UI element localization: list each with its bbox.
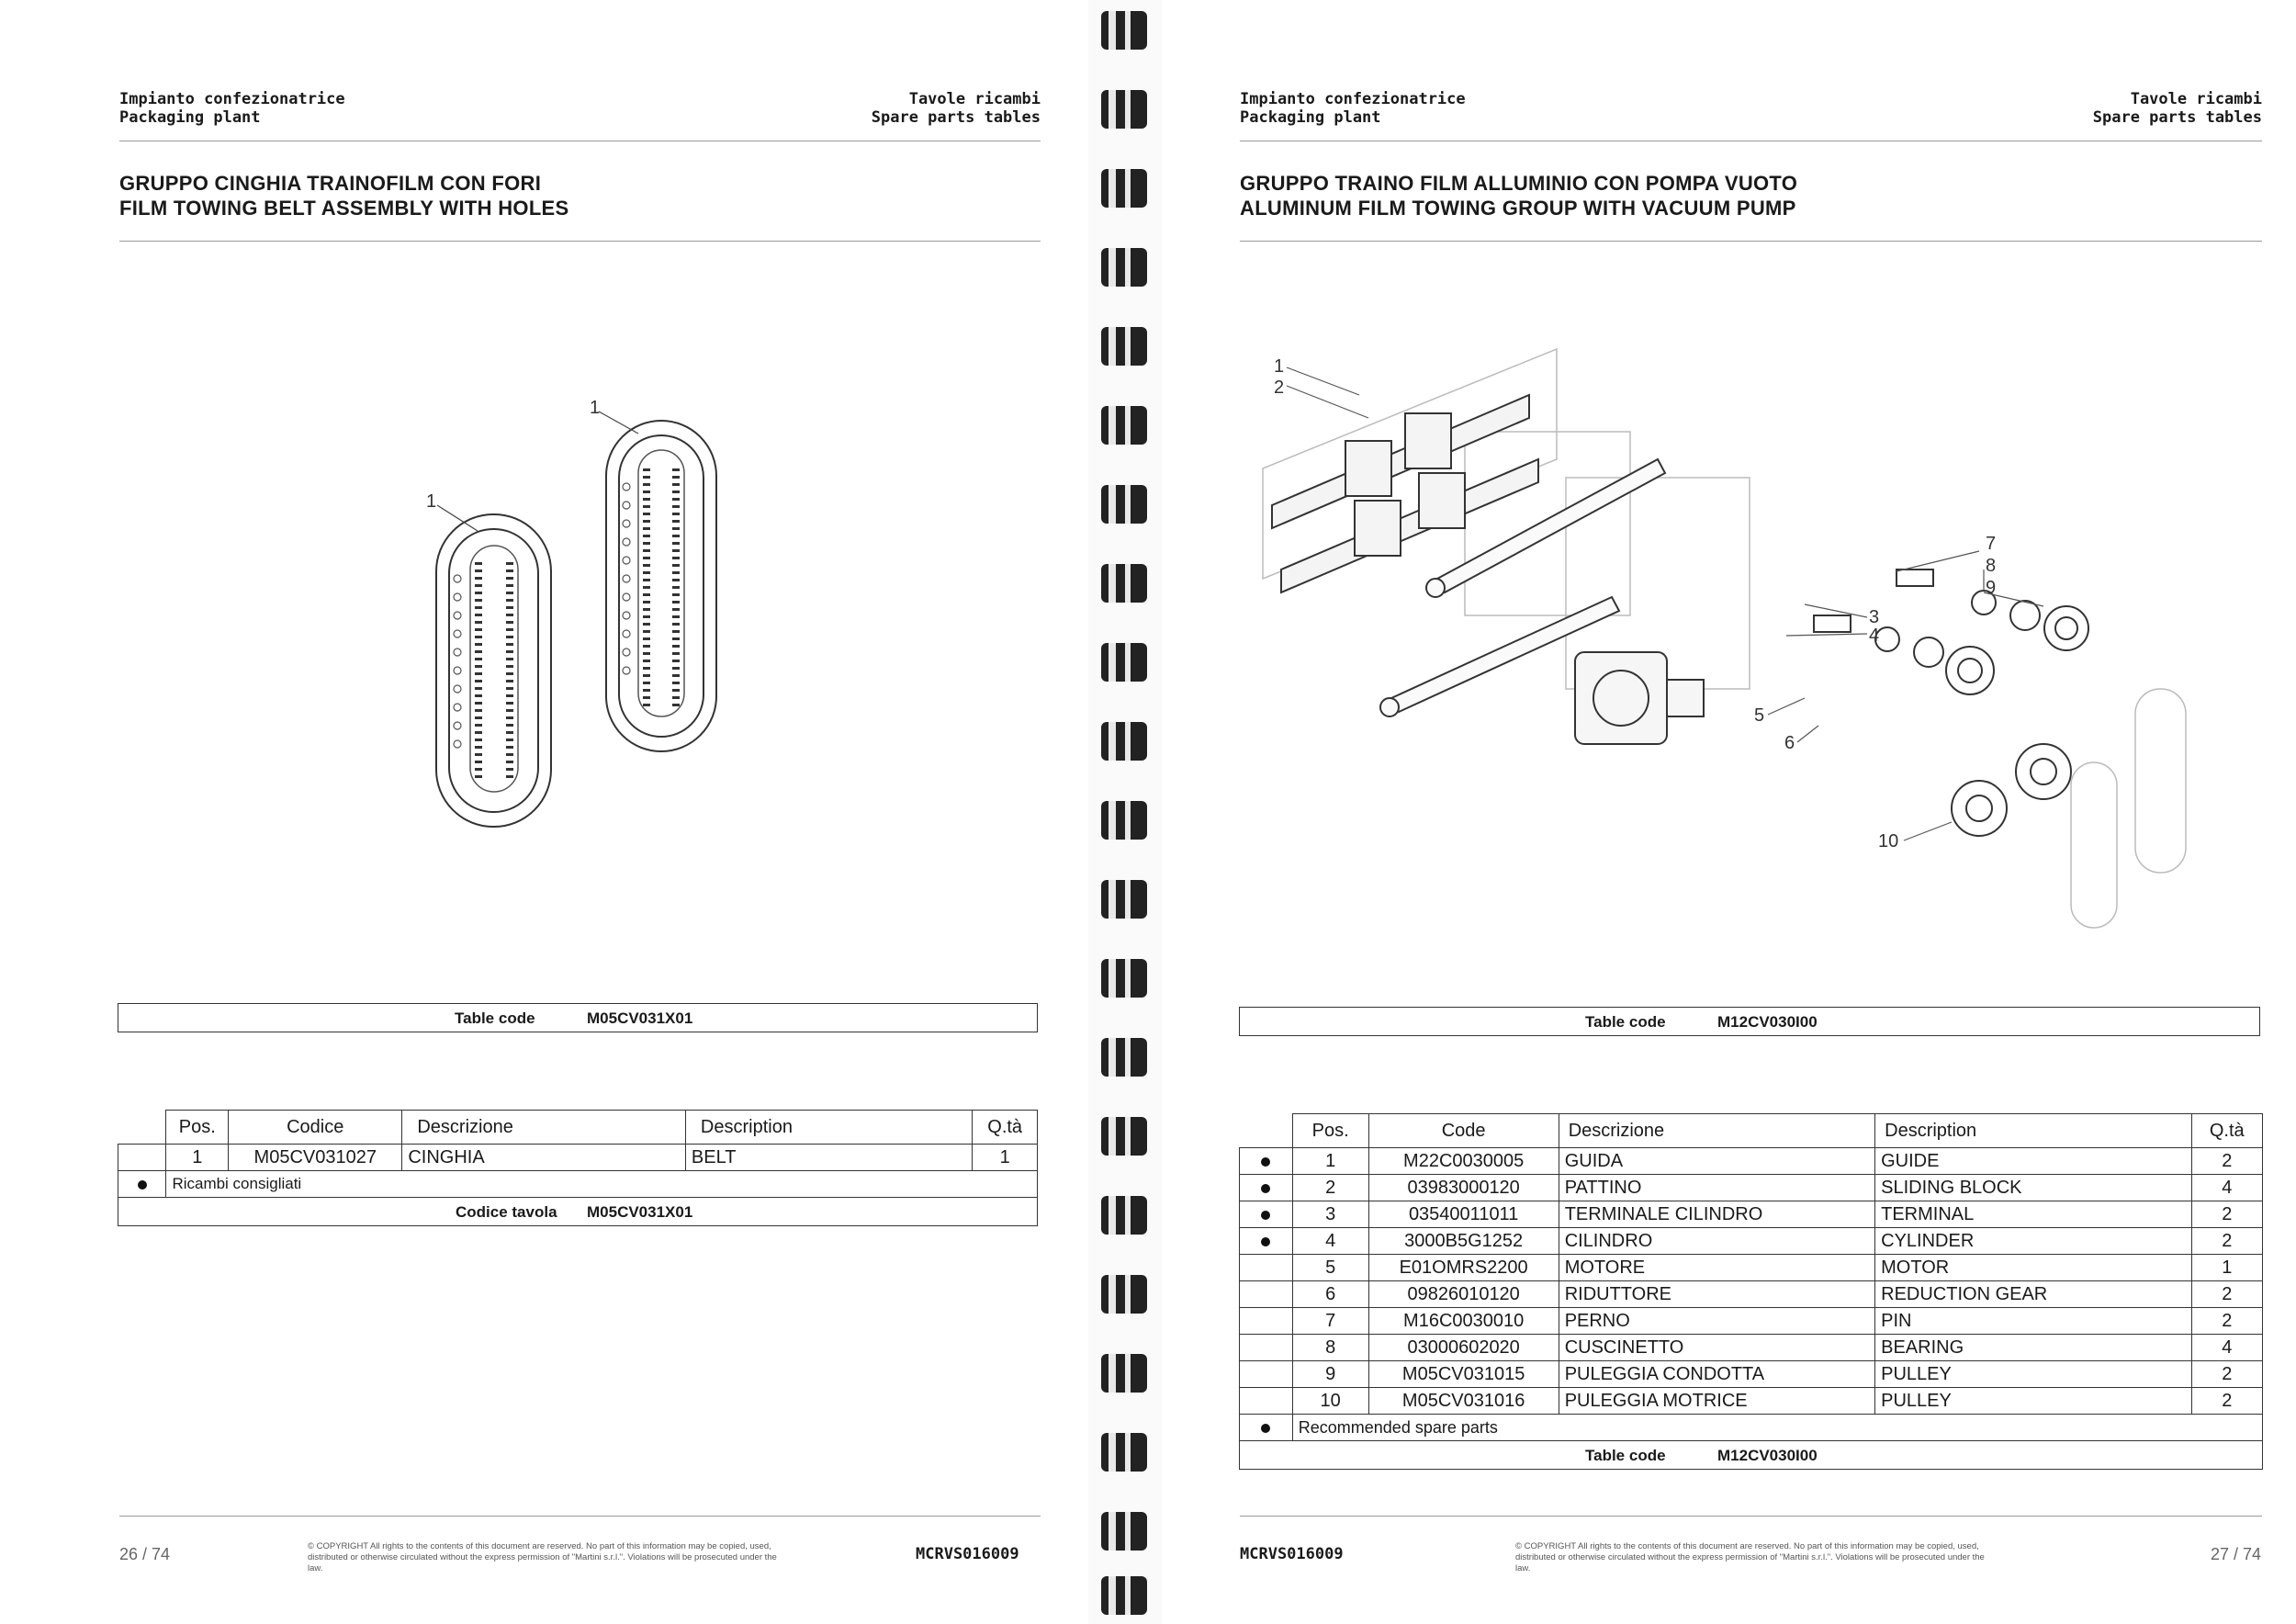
table-row xyxy=(1240,1148,2263,1175)
bullet-icon xyxy=(1261,1237,1270,1246)
column-header: Q.tà xyxy=(973,1111,1038,1145)
column-header: Pos. xyxy=(1292,1114,1368,1148)
header-line-it: Impianto confezionatrice xyxy=(119,90,345,108)
table-code-value: M12CV030I00 xyxy=(1717,1013,1818,1031)
footer-code-row xyxy=(118,1198,1038,1226)
callout-label: 8 xyxy=(1986,556,1997,576)
copyright-notice: © COPYRIGHT All rights to the contents of this document are reserved. No part of this information may be copied, used, distributed or otherwise circulated without the express permission of "Martini s.r.l.". Violations will be prosecuted under the law. xyxy=(308,1541,777,1573)
qty-cell: 2 xyxy=(2191,1201,2262,1228)
binding-ring xyxy=(1101,1196,1147,1235)
column-header: Description xyxy=(685,1111,972,1145)
descr-en-cell: BELT xyxy=(685,1145,972,1171)
recommended-cell xyxy=(1240,1228,1293,1255)
table-code-box xyxy=(1239,1007,2260,1036)
header-right xyxy=(2093,90,2262,127)
binding-ring xyxy=(1101,1275,1147,1314)
table-code-box xyxy=(118,1003,1038,1032)
pos-cell: 1 xyxy=(1292,1148,1368,1175)
recommended-cell xyxy=(1240,1148,1293,1175)
column-header: Descrizione xyxy=(402,1111,686,1145)
column-header: Pos. xyxy=(166,1111,229,1145)
header-right xyxy=(872,90,1041,127)
header-left xyxy=(119,90,345,127)
pos-cell: 9 xyxy=(1292,1361,1368,1388)
qty-cell: 2 xyxy=(2191,1228,2262,1255)
qty-cell: 2 xyxy=(2191,1148,2262,1175)
callout-label: 1 xyxy=(590,398,601,418)
spiral-binding xyxy=(1088,0,1162,1624)
descr-en-cell: REDUCTION GEAR xyxy=(1875,1281,2191,1308)
column-header: Code xyxy=(1368,1114,1559,1148)
qty-cell: 2 xyxy=(2191,1388,2262,1415)
footer-code-label: Codice tavola xyxy=(456,1203,557,1221)
qty-cell: 2 xyxy=(2191,1308,2262,1335)
right-page xyxy=(1162,0,2296,1624)
table-code-label: Table code xyxy=(1585,1013,1666,1031)
title-en: ALUMINUM FILM TOWING GROUP WITH VACUUM PUMP xyxy=(1240,197,1796,220)
header-line-en: Packaging plant xyxy=(119,108,261,127)
binding-ring xyxy=(1101,1433,1147,1472)
recommended-cell xyxy=(1240,1201,1293,1228)
binding-ring xyxy=(1101,564,1147,603)
document-code: MCRVS016009 xyxy=(1240,1545,1344,1563)
table-row xyxy=(1240,1255,2263,1281)
binding-ring xyxy=(1101,801,1147,840)
binding-ring xyxy=(1101,11,1147,50)
table-row xyxy=(1240,1201,2263,1228)
descr-en-cell: SLIDING BLOCK xyxy=(1875,1175,2191,1201)
table-row xyxy=(1240,1308,2263,1335)
footer-divider xyxy=(119,1516,1041,1517)
title-divider xyxy=(1240,241,2262,242)
descr-en-cell: MOTOR xyxy=(1875,1255,2191,1281)
code-cell: M22C0030005 xyxy=(1368,1148,1559,1175)
page-number: 26 / 74 xyxy=(119,1545,171,1563)
table-row xyxy=(1240,1175,2263,1201)
qty-cell: 1 xyxy=(2191,1255,2262,1281)
descr-it-cell: PULEGGIA MOTRICE xyxy=(1559,1388,1874,1415)
table-row xyxy=(1240,1335,2263,1361)
header-spacer xyxy=(1240,1114,1293,1148)
pulleys xyxy=(1952,744,2071,836)
descr-it-cell: CILINDRO xyxy=(1559,1228,1874,1255)
recommended-cell xyxy=(1240,1361,1293,1388)
header-line-it: Tavole ricambi xyxy=(908,90,1041,108)
copyright-notice: © COPYRIGHT All rights to the contents of this document are reserved. No part of this information may be copied, used, distributed or otherwise circulated without the express permission of "Martini s.r.l.". Violations will be prosecuted under the law. xyxy=(1515,1541,1985,1573)
binding-ring xyxy=(1101,1576,1147,1615)
callout-label: 6 xyxy=(1784,733,1795,753)
belt-back xyxy=(606,421,716,751)
header-line-en: Spare parts tables xyxy=(2092,108,2262,127)
descr-it-cell: TERMINALE CILINDRO xyxy=(1559,1201,1874,1228)
recommended-bullet-cell xyxy=(118,1171,166,1198)
descr-en-cell: PULLEY xyxy=(1875,1361,2191,1388)
table-row xyxy=(1240,1281,2263,1308)
table-row xyxy=(1240,1228,2263,1255)
recommended-cell xyxy=(1240,1255,1293,1281)
callout-label: 4 xyxy=(1869,626,1880,646)
page-title xyxy=(119,171,569,220)
header-line-it: Impianto confezionatrice xyxy=(1240,90,1466,108)
binding-ring xyxy=(1101,1117,1147,1156)
qty-cell: 1 xyxy=(973,1145,1038,1171)
recommended-cell xyxy=(1240,1308,1293,1335)
table-header-row xyxy=(118,1111,1038,1145)
bullet-icon xyxy=(1261,1184,1270,1193)
binding-ring xyxy=(1101,959,1147,998)
binding-ring xyxy=(1101,248,1147,287)
binding-ring xyxy=(1101,485,1147,524)
binding-ring xyxy=(1101,406,1147,445)
pos-cell: 6 xyxy=(1292,1281,1368,1308)
pos-cell: 2 xyxy=(1292,1175,1368,1201)
code-cell: 03000602020 xyxy=(1368,1335,1559,1361)
descr-en-cell: PIN xyxy=(1875,1308,2191,1335)
descr-it-cell: GUIDA xyxy=(1559,1148,1874,1175)
bullet-icon xyxy=(138,1180,147,1190)
callout-label: 10 xyxy=(1878,831,1899,851)
page-number: 27 / 74 xyxy=(2210,1545,2261,1563)
header-line-en: Packaging plant xyxy=(1240,108,1381,127)
binding-ring xyxy=(1101,327,1147,366)
code-cell: 03983000120 xyxy=(1368,1175,1559,1201)
binding-ring xyxy=(1101,1038,1147,1077)
recommended-cell xyxy=(1240,1175,1293,1201)
title-it: GRUPPO CINGHIA TRAINOFILM CON FORI xyxy=(119,172,542,195)
binding-ring xyxy=(1101,1354,1147,1393)
footer-code-cell xyxy=(118,1198,1038,1226)
title-en: FILM TOWING BELT ASSEMBLY WITH HOLES xyxy=(119,197,569,220)
left-page xyxy=(0,0,1088,1624)
recommended-row xyxy=(118,1171,1038,1198)
binding-ring xyxy=(1101,643,1147,682)
column-header: Descrizione xyxy=(1559,1114,1874,1148)
pos-cell: 10 xyxy=(1292,1388,1368,1415)
column-header: Description xyxy=(1875,1114,2191,1148)
bullet-icon xyxy=(1261,1211,1270,1220)
descr-it-cell: PULEGGIA CONDOTTA xyxy=(1559,1361,1874,1388)
header-line-it: Tavole ricambi xyxy=(2130,90,2262,108)
recommended-bullet-cell xyxy=(1240,1415,1293,1441)
bullet-icon xyxy=(1261,1424,1270,1433)
descr-en-cell: BEARING xyxy=(1875,1335,2191,1361)
belt-outlines xyxy=(2071,689,2186,928)
binding-ring xyxy=(1101,880,1147,919)
footer-divider xyxy=(1240,1516,2262,1517)
table-row xyxy=(118,1145,1038,1171)
callout-label: 2 xyxy=(1274,378,1285,398)
recommended-label: Ricambi consigliati xyxy=(166,1171,1038,1198)
callout-label: 3 xyxy=(1869,607,1880,627)
pos-cell: 7 xyxy=(1292,1308,1368,1335)
binding-ring xyxy=(1101,722,1147,761)
pos-cell: 5 xyxy=(1292,1255,1368,1281)
table-code-label: Table code xyxy=(455,1009,535,1027)
code-cell: M05CV031016 xyxy=(1368,1388,1559,1415)
callout-label: 5 xyxy=(1754,705,1765,726)
code-cell: E01OMRS2200 xyxy=(1368,1255,1559,1281)
column-header: Codice xyxy=(229,1111,402,1145)
footer-code-value: M12CV030I00 xyxy=(1717,1447,1818,1464)
recommended-cell xyxy=(1240,1335,1293,1361)
callout-label: 7 xyxy=(1986,534,1997,554)
recommended-cell xyxy=(1240,1281,1293,1308)
binding-ring xyxy=(1101,1512,1147,1551)
descr-en-cell: GUIDE xyxy=(1875,1148,2191,1175)
code-cell: M05CV031015 xyxy=(1368,1361,1559,1388)
parts-table xyxy=(118,1110,1038,1226)
recommended-cell xyxy=(1240,1388,1293,1415)
descr-it-cell: PATTINO xyxy=(1559,1175,1874,1201)
footer-code-row xyxy=(1240,1441,2263,1470)
callout-label: 1 xyxy=(1274,356,1285,377)
base-plate xyxy=(1263,349,1750,689)
header-spacer xyxy=(118,1111,166,1145)
parts-rows xyxy=(1240,1148,2263,1415)
pos-cell: 3 xyxy=(1292,1201,1368,1228)
table-row xyxy=(1240,1361,2263,1388)
qty-cell: 2 xyxy=(2191,1361,2262,1388)
footer-code-value: M05CV031X01 xyxy=(587,1203,693,1221)
title-it: GRUPPO TRAINO FILM ALLUMINIO CON POMPA VUOTO xyxy=(1240,172,1798,195)
recommended-row xyxy=(1240,1415,2263,1441)
code-cell: M05CV031027 xyxy=(229,1145,402,1171)
footer-code-label: Table code xyxy=(1585,1447,1666,1464)
assembly-drawing xyxy=(1254,331,2190,955)
table-row xyxy=(1240,1388,2263,1415)
code-cell: 09826010120 xyxy=(1368,1281,1559,1308)
code-cell: 03540011011 xyxy=(1368,1201,1559,1228)
pos-cell: 1 xyxy=(166,1145,229,1171)
descr-it-cell: CINGHIA xyxy=(402,1145,686,1171)
title-divider xyxy=(119,241,1041,242)
code-cell: 3000B5G1252 xyxy=(1368,1228,1559,1255)
bullet-icon xyxy=(1261,1157,1270,1167)
descr-it-cell: RIDUTTORE xyxy=(1559,1281,1874,1308)
descr-it-cell: MOTORE xyxy=(1559,1255,1874,1281)
callout-leaders xyxy=(1287,367,2043,840)
page-title xyxy=(1240,171,1797,220)
recommended-cell xyxy=(118,1145,166,1171)
qty-cell: 4 xyxy=(2191,1335,2262,1361)
binding-ring xyxy=(1101,90,1147,129)
descr-it-cell: CUSCINETTO xyxy=(1559,1335,1874,1361)
binding-ring xyxy=(1101,169,1147,208)
document-code: MCRVS016009 xyxy=(916,1545,1019,1563)
qty-cell: 2 xyxy=(2191,1281,2262,1308)
descr-en-cell: TERMINAL xyxy=(1875,1201,2191,1228)
motor xyxy=(1575,652,1704,744)
callout-label: 1 xyxy=(426,491,437,512)
code-cell: M16C0030010 xyxy=(1368,1308,1559,1335)
pos-cell: 4 xyxy=(1292,1228,1368,1255)
parts-table xyxy=(1239,1113,2263,1470)
header-left xyxy=(1240,90,1466,127)
callout-label: 9 xyxy=(1986,578,1997,598)
header-line-en: Spare parts tables xyxy=(871,108,1041,127)
recommended-label: Recommended spare parts xyxy=(1292,1415,2262,1441)
descr-en-cell: PULLEY xyxy=(1875,1388,2191,1415)
footer-code-cell xyxy=(1240,1441,2263,1470)
qty-cell: 4 xyxy=(2191,1175,2262,1201)
shaft-parts xyxy=(1814,570,2088,694)
table-code-value: M05CV031X01 xyxy=(587,1009,693,1027)
pos-cell: 8 xyxy=(1292,1335,1368,1361)
table-header-row xyxy=(1240,1114,2263,1148)
column-header: Q.tà xyxy=(2191,1114,2262,1148)
descr-en-cell: CYLINDER xyxy=(1875,1228,2191,1255)
belt-drawing xyxy=(386,386,771,845)
descr-it-cell: PERNO xyxy=(1559,1308,1874,1335)
